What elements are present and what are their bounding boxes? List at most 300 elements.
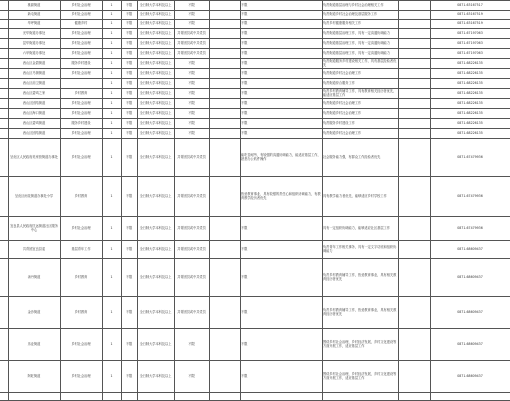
table-cell-major (138, 258, 173, 296)
table-cell-num (103, 360, 120, 392)
table-cell-note (323, 68, 397, 78)
cell-text: 具有教学能力者优先，能够适应乡村学校工作 (323, 193, 387, 198)
table-cell-post (61, 88, 101, 98)
table-cell-tel (431, 28, 509, 38)
table-cell-num (103, 38, 120, 48)
cell-text: 负责街道基层治理工作，具有一定沟通协调能力 (323, 40, 390, 45)
cell-text: 全日制大学本科及以上 (139, 50, 172, 55)
table-cell-major (138, 296, 173, 328)
cell-text: 1 (110, 110, 113, 115)
table-cell-edu (122, 118, 136, 128)
table-cell-edu (122, 360, 136, 392)
table-cell-pol (175, 38, 208, 48)
table-cell-pol (175, 78, 208, 88)
cell-text: 1 (110, 309, 113, 314)
cell-text: 社会服务能力强，有群众工作经验者优先 (323, 154, 381, 159)
table-cell-dept (9, 258, 59, 296)
cell-text: 六甲街道办事处 (22, 50, 46, 55)
cell-text: 西山区团结街道 (22, 100, 46, 105)
table-cell-edu (122, 296, 136, 328)
table-cell-num (103, 118, 120, 128)
table-cell-tel (431, 118, 509, 128)
table-cell-post (61, 68, 101, 78)
table-cell-pol (175, 128, 208, 138)
cell-text: 乡村社会治理 (71, 110, 91, 115)
cell-text: 乡村教育 (74, 309, 88, 314)
table-cell-other (241, 19, 321, 28)
cell-text: 0871-68226135 (457, 110, 483, 115)
table-cell-post (61, 98, 101, 108)
table-cell-post (61, 328, 101, 360)
cell-text: 乡村教育 (74, 90, 88, 95)
table-cell-major (138, 48, 173, 58)
table-cell-num (103, 108, 120, 118)
cell-text: 0871-63167519 (457, 21, 483, 26)
table-cell-note (323, 58, 397, 68)
cell-text: 围绕乡村社会治理，乡村经济发展，乡村文化建设等方面开展工作，适应基层工作 (323, 371, 397, 380)
cell-text: 不限 (125, 309, 133, 314)
table-cell-dept (9, 10, 59, 19)
cell-text: 呈贡区雨花街道办事处小学 (14, 193, 54, 198)
cell-text: 负责街道基层治理工作，具有一定沟通协调能力 (323, 30, 390, 35)
cell-text: 全日制大学本科及以上 (139, 309, 172, 314)
cell-text: 1 (110, 12, 113, 17)
table-cell-other (241, 128, 321, 138)
table-cell-dept (9, 108, 59, 118)
cell-text: 不限 (188, 373, 195, 378)
table-cell-note (323, 98, 397, 108)
table-cell-num (103, 240, 120, 258)
table-cell-post (61, 38, 101, 48)
table-cell-num (103, 258, 120, 296)
table-cell-note (323, 19, 397, 28)
cell-text: 不限 (241, 30, 248, 35)
cell-text: 全日制大学本科及以上 (139, 154, 172, 159)
cell-text: 不限 (125, 30, 133, 35)
cell-text: 全日制大学本科及以上 (139, 373, 172, 378)
table-cell-major (138, 108, 173, 118)
table-cell-dept (9, 128, 59, 138)
table-cell-num (103, 98, 120, 108)
table-cell-note (323, 48, 397, 58)
cell-text: 不限 (125, 12, 133, 17)
table-cell-edu (122, 10, 136, 19)
cell-text: 全日制大学本科及以上 (139, 70, 172, 75)
cell-text: 不限 (125, 274, 133, 279)
cell-text: 全日制大学本科及以上 (139, 90, 172, 95)
cell-text: 全日制大学本科及以上 (139, 246, 172, 251)
table-cell-num (103, 78, 120, 88)
cell-text: 负责乡村健康服务相关工作 (323, 21, 362, 26)
cell-text: 华坪街道 (27, 21, 41, 26)
cell-text: 0871-68609437 (457, 309, 483, 314)
table-cell-dept (9, 88, 59, 98)
table-cell-edu (122, 48, 136, 58)
table-cell-edu (122, 78, 136, 88)
cell-text: 负责乡村教育辅导工作，热爱教育事业，具有相关教育经历者优先 (323, 307, 397, 316)
cell-text: 乡村社会治理 (71, 100, 91, 105)
cell-text: 不限 (125, 193, 133, 198)
cell-text: 1 (110, 225, 113, 230)
table-cell-num (103, 0, 120, 10)
cell-text: 负责街道综合服务工作 (323, 80, 355, 85)
cell-text: 不限 (241, 130, 248, 135)
table-cell-major (138, 216, 173, 240)
table-cell-other (241, 108, 321, 118)
table-cell-post (61, 138, 101, 176)
table-cell-tel (431, 0, 509, 10)
table-cell-major (138, 19, 173, 28)
table-cell-post (61, 28, 101, 38)
cell-text: 负责街道服务乡村建设相关工作，具有基层经验者优先 (323, 58, 397, 67)
table-cell-edu (122, 128, 136, 138)
table-cell-other (241, 88, 321, 98)
cell-text: 昆华街道办事处 (22, 40, 46, 45)
cell-text: 不限 (241, 120, 248, 125)
table-cell-major (138, 360, 173, 392)
cell-text: 光华街道办事处 (22, 30, 46, 35)
cell-text: 1 (110, 341, 113, 346)
cell-text: 不限 (188, 12, 195, 17)
table-cell-dept (9, 19, 59, 28)
table-cell-num (103, 10, 120, 19)
table-cell-post (61, 78, 101, 88)
table-cell-tel (431, 58, 509, 68)
table-cell-major (138, 28, 173, 38)
table-cell-post (61, 258, 101, 296)
table-cell-pol (175, 10, 208, 19)
table-cell-dept (9, 118, 59, 128)
cell-text: 不限 (125, 154, 133, 159)
table-cell-dept (9, 28, 59, 38)
table-cell-pol (175, 118, 208, 128)
cell-text: 全日制大学本科及以上 (139, 110, 172, 115)
cell-text: 不限 (241, 274, 248, 279)
cell-text: 不限 (188, 2, 195, 7)
cell-text: 1 (110, 70, 113, 75)
cell-text: 1 (110, 80, 113, 85)
table-cell-post (61, 128, 101, 138)
cell-text: 负责街道乡村社会治理工作 (323, 70, 362, 75)
cell-text: 乡村社会治理 (71, 40, 91, 45)
table-cell-pol (175, 98, 208, 108)
cell-text: 1 (110, 120, 113, 125)
table-cell-major (138, 88, 173, 98)
table-cell-num (103, 68, 120, 78)
table-cell-edu (122, 28, 136, 38)
table-cell-tel (431, 68, 509, 78)
table-cell-tel (431, 360, 509, 392)
table-cell-other (241, 138, 321, 176)
cell-text: 共青团员或中共党员 (177, 309, 206, 314)
cell-text: 共青团员或中共党员 (177, 274, 206, 279)
table-cell-tel (431, 240, 509, 258)
table-cell-major (138, 240, 173, 258)
table-cell-note (323, 78, 397, 88)
cell-text: 共青团员或中共党员 (177, 30, 206, 35)
table-column-divider (209, 0, 210, 400)
cell-text: 全日制大学本科及以上 (139, 225, 172, 230)
cell-text: 0871-68609437 (457, 274, 483, 279)
cell-text: 负责街道基层治理与乡村社会治理相关工作 (323, 2, 384, 7)
table-cell-dept (9, 240, 59, 258)
cell-text: 乡村社会治理 (71, 30, 91, 35)
cell-text: 全日制大学本科及以上 (139, 100, 172, 105)
table-cell-pol (175, 48, 208, 58)
cell-text: 不限 (125, 110, 133, 115)
cell-text: 不限 (241, 309, 248, 314)
table-cell-tel (431, 48, 509, 58)
cell-text: 全日制大学本科及以上 (139, 12, 172, 17)
cell-text: 服务乡村建设 (71, 120, 91, 125)
table-cell-post (61, 176, 101, 216)
table-cell-tel (431, 98, 509, 108)
cell-text: 1 (110, 100, 113, 105)
table-cell-num (103, 48, 120, 58)
cell-text: 不限 (125, 21, 133, 26)
table-cell-dept (9, 296, 59, 328)
cell-text: 宜良县人民政府匡远街道社区服务中心 (10, 223, 58, 232)
table-column-divider (398, 0, 399, 400)
cell-text: 不限 (188, 21, 195, 26)
cell-text: 0871-63167517 (457, 2, 483, 7)
cell-text: 不限 (188, 341, 195, 346)
cell-text: 呈贡区人民政府吴家营街道办事处 (10, 154, 58, 159)
table-cell-edu (122, 258, 136, 296)
cell-text: 不限 (241, 341, 248, 346)
table-cell-other (241, 0, 321, 10)
table-cell-edu (122, 240, 136, 258)
cell-text: 汤丹街道 (27, 274, 41, 279)
table-cell-num (103, 58, 120, 68)
cell-text: 1 (110, 40, 113, 45)
cell-text: 乡村社会治理 (71, 225, 91, 230)
cell-text: 不限 (241, 2, 248, 7)
table-cell-note (323, 0, 397, 10)
table-cell-post (61, 118, 101, 128)
cell-text: 0871-67197063 (457, 40, 483, 45)
cell-text: 不限 (125, 225, 133, 230)
table-cell-post (61, 360, 101, 392)
cell-text: 不限 (188, 90, 195, 95)
table-row-divider (0, 392, 510, 393)
table-cell-major (138, 0, 173, 10)
cell-text: 负责乡村教育辅导工作，具有教育相关经历者优先，能适应基层工作 (323, 88, 397, 97)
table-cell-note (323, 108, 397, 118)
table-cell-post (61, 240, 101, 258)
cell-text: 不限 (241, 100, 248, 105)
table-cell-major (138, 38, 173, 48)
table-cell-other (241, 78, 321, 88)
cell-text: 具有一定组织协调能力，能够适应社区基层工作 (323, 225, 390, 230)
cell-text: 乡村社会治理 (71, 154, 91, 159)
cell-text: 乡村社会治理 (71, 341, 91, 346)
table-cell-edu (122, 68, 136, 78)
cell-text: 1 (110, 193, 113, 198)
cell-text: 0871-67197063 (457, 50, 483, 55)
cell-text: 不限 (188, 110, 195, 115)
table-cell-tel (431, 138, 509, 176)
cell-text: 不限 (125, 341, 133, 346)
cell-text: 负责街道乡村社会治理工作 (323, 110, 362, 115)
table-cell-tel (431, 296, 509, 328)
cell-text: 不限 (125, 70, 133, 75)
table-cell-num (103, 19, 120, 28)
table-cell-edu (122, 38, 136, 48)
cell-text: 不限 (241, 225, 248, 230)
table-cell-pol (175, 19, 208, 28)
cell-text: 新屯街道 (27, 12, 41, 17)
cell-text: 围绕乡村社会治理，乡村经济发展，乡村文化建设等方面开展工作，适应基层工作 (323, 339, 397, 348)
table-cell-tel (431, 19, 509, 28)
cell-text: 0871-68609437 (457, 341, 483, 346)
cell-text: 不限 (125, 246, 133, 251)
table-cell-other (241, 296, 321, 328)
cell-text: 乡村教育 (74, 274, 88, 279)
cell-text: 0871-68226135 (457, 120, 483, 125)
cell-text: 负责街道乡村社会治理工作 (323, 130, 362, 135)
cell-text: 1 (110, 130, 113, 135)
cell-text: 1 (110, 246, 113, 251)
cell-text: 1 (110, 274, 113, 279)
cell-text: 0871-63167519 (457, 12, 483, 17)
cell-text: 不限 (125, 100, 133, 105)
cell-text: 乡村教育 (74, 193, 88, 198)
table-cell-note (323, 328, 397, 360)
cell-text: 1 (110, 2, 113, 7)
cell-text: 1 (110, 373, 113, 378)
table-cell-note (323, 240, 397, 258)
cell-text: 西山区海口街道 (22, 110, 46, 115)
table-cell-major (138, 10, 173, 19)
cell-text: 乡村社会治理 (71, 373, 91, 378)
cell-text: 不限 (241, 110, 248, 115)
table-cell-dept (9, 48, 59, 58)
cell-text: 热爱教育事业，具有较强的责任心和组织协调能力，有教育教学经历者优先 (241, 191, 321, 200)
table-cell-num (103, 216, 120, 240)
table-cell-edu (122, 138, 136, 176)
cell-text: 全日制大学本科及以上 (139, 341, 172, 346)
cell-text: 乡村社会治理 (71, 70, 91, 75)
table-cell-dept (9, 58, 59, 68)
cell-text: 不限 (241, 60, 248, 65)
table-cell-other (241, 10, 321, 19)
cell-text: 共青团员或中共党员 (177, 225, 206, 230)
table-cell-tel (431, 258, 509, 296)
cell-text: 共青团员或中共党员 (177, 154, 206, 159)
cell-text: 西山区碧鸡之家 (22, 90, 46, 95)
cell-text: 能吃苦耐劳，有较强的沟通协调能力，能适应基层工作，熟悉办公软件操作 (241, 152, 321, 161)
cell-text: 不限 (241, 80, 248, 85)
table-cell-note (323, 296, 397, 328)
table-cell-other (241, 28, 321, 38)
table-cell-edu (122, 108, 136, 118)
cell-text: 金沙街道 (27, 309, 41, 314)
cell-text: 1 (110, 21, 113, 26)
cell-text: 不限 (241, 70, 248, 75)
table-cell-other (241, 240, 321, 258)
cell-text: 桃源街道 (27, 2, 41, 7)
table-cell-pol (175, 240, 208, 258)
table-cell-dept (9, 0, 59, 10)
cell-text: 乐业街道 (27, 341, 41, 346)
table-cell-note (323, 118, 397, 128)
table-cell-other (241, 176, 321, 216)
cell-text: 不限 (188, 70, 195, 75)
table-cell-other (241, 58, 321, 68)
table-cell-tel (431, 38, 509, 48)
table-cell-post (61, 19, 101, 28)
table-cell-edu (122, 19, 136, 28)
table-cell-edu (122, 58, 136, 68)
cell-text: 全日制大学本科及以上 (139, 80, 172, 85)
table-cell-pol (175, 296, 208, 328)
table-cell-major (138, 78, 173, 88)
cell-text: 不限 (241, 90, 248, 95)
table-cell-dept (9, 98, 59, 108)
table-cell-major (138, 328, 173, 360)
cell-text: 全日制大学本科及以上 (139, 40, 172, 45)
cell-text: 负责街道乡村社会治理及基层服务工作 (323, 12, 378, 17)
cell-text: 全日制大学本科及以上 (139, 130, 172, 135)
table-cell-post (61, 108, 101, 118)
cell-text: 1 (110, 50, 113, 55)
table-cell-note (323, 176, 397, 216)
cell-text: 乡村社会治理 (71, 50, 91, 55)
table-cell-note (323, 10, 397, 19)
table-cell-major (138, 68, 173, 78)
cell-text: 不限 (125, 90, 133, 95)
cell-text: 不限 (241, 246, 248, 251)
table-cell-pol (175, 176, 208, 216)
table-cell-tel (431, 216, 509, 240)
cell-text: 不限 (125, 40, 133, 45)
table-cell-num (103, 328, 120, 360)
cell-text: 0871-68609437 (457, 246, 483, 251)
table-cell-pol (175, 88, 208, 98)
cell-text: 健康乡村 (74, 21, 88, 26)
cell-text: 不限 (188, 100, 195, 105)
cell-text: 不限 (125, 373, 133, 378)
table-cell-edu (122, 176, 136, 216)
cell-text: 0871-67479936 (457, 193, 483, 198)
cell-text: 乡村社会治理 (71, 2, 91, 7)
table-cell-other (241, 68, 321, 78)
cell-text: 西山区前卫街道 (22, 80, 46, 85)
table-cell-other (241, 118, 321, 128)
table-cell-other (241, 258, 321, 296)
cell-text: 共青团员或中共党员 (177, 40, 206, 45)
table-cell-other (241, 216, 321, 240)
cell-text: 全日制大学本科及以上 (139, 274, 172, 279)
table-cell-major (138, 138, 173, 176)
cell-text: 0871-67197063 (457, 30, 483, 35)
cell-text: 1 (110, 60, 113, 65)
table-cell-num (103, 88, 120, 98)
cell-text: 1 (110, 154, 113, 159)
cell-text: 0871-68226135 (457, 70, 483, 75)
table-cell-major (138, 58, 173, 68)
table-cell-note (323, 258, 397, 296)
cell-text: 负责青年工作相关事务，具有一定文字功底和组织协调能力 (323, 244, 397, 253)
table-cell-pol (175, 68, 208, 78)
cell-text: 全日制大学本科及以上 (139, 30, 172, 35)
table-cell-other (241, 328, 321, 360)
table-cell-pol (175, 58, 208, 68)
table-cell-edu (122, 98, 136, 108)
table-cell-num (103, 138, 120, 176)
cell-text: 共青团员或中共党员 (177, 193, 206, 198)
